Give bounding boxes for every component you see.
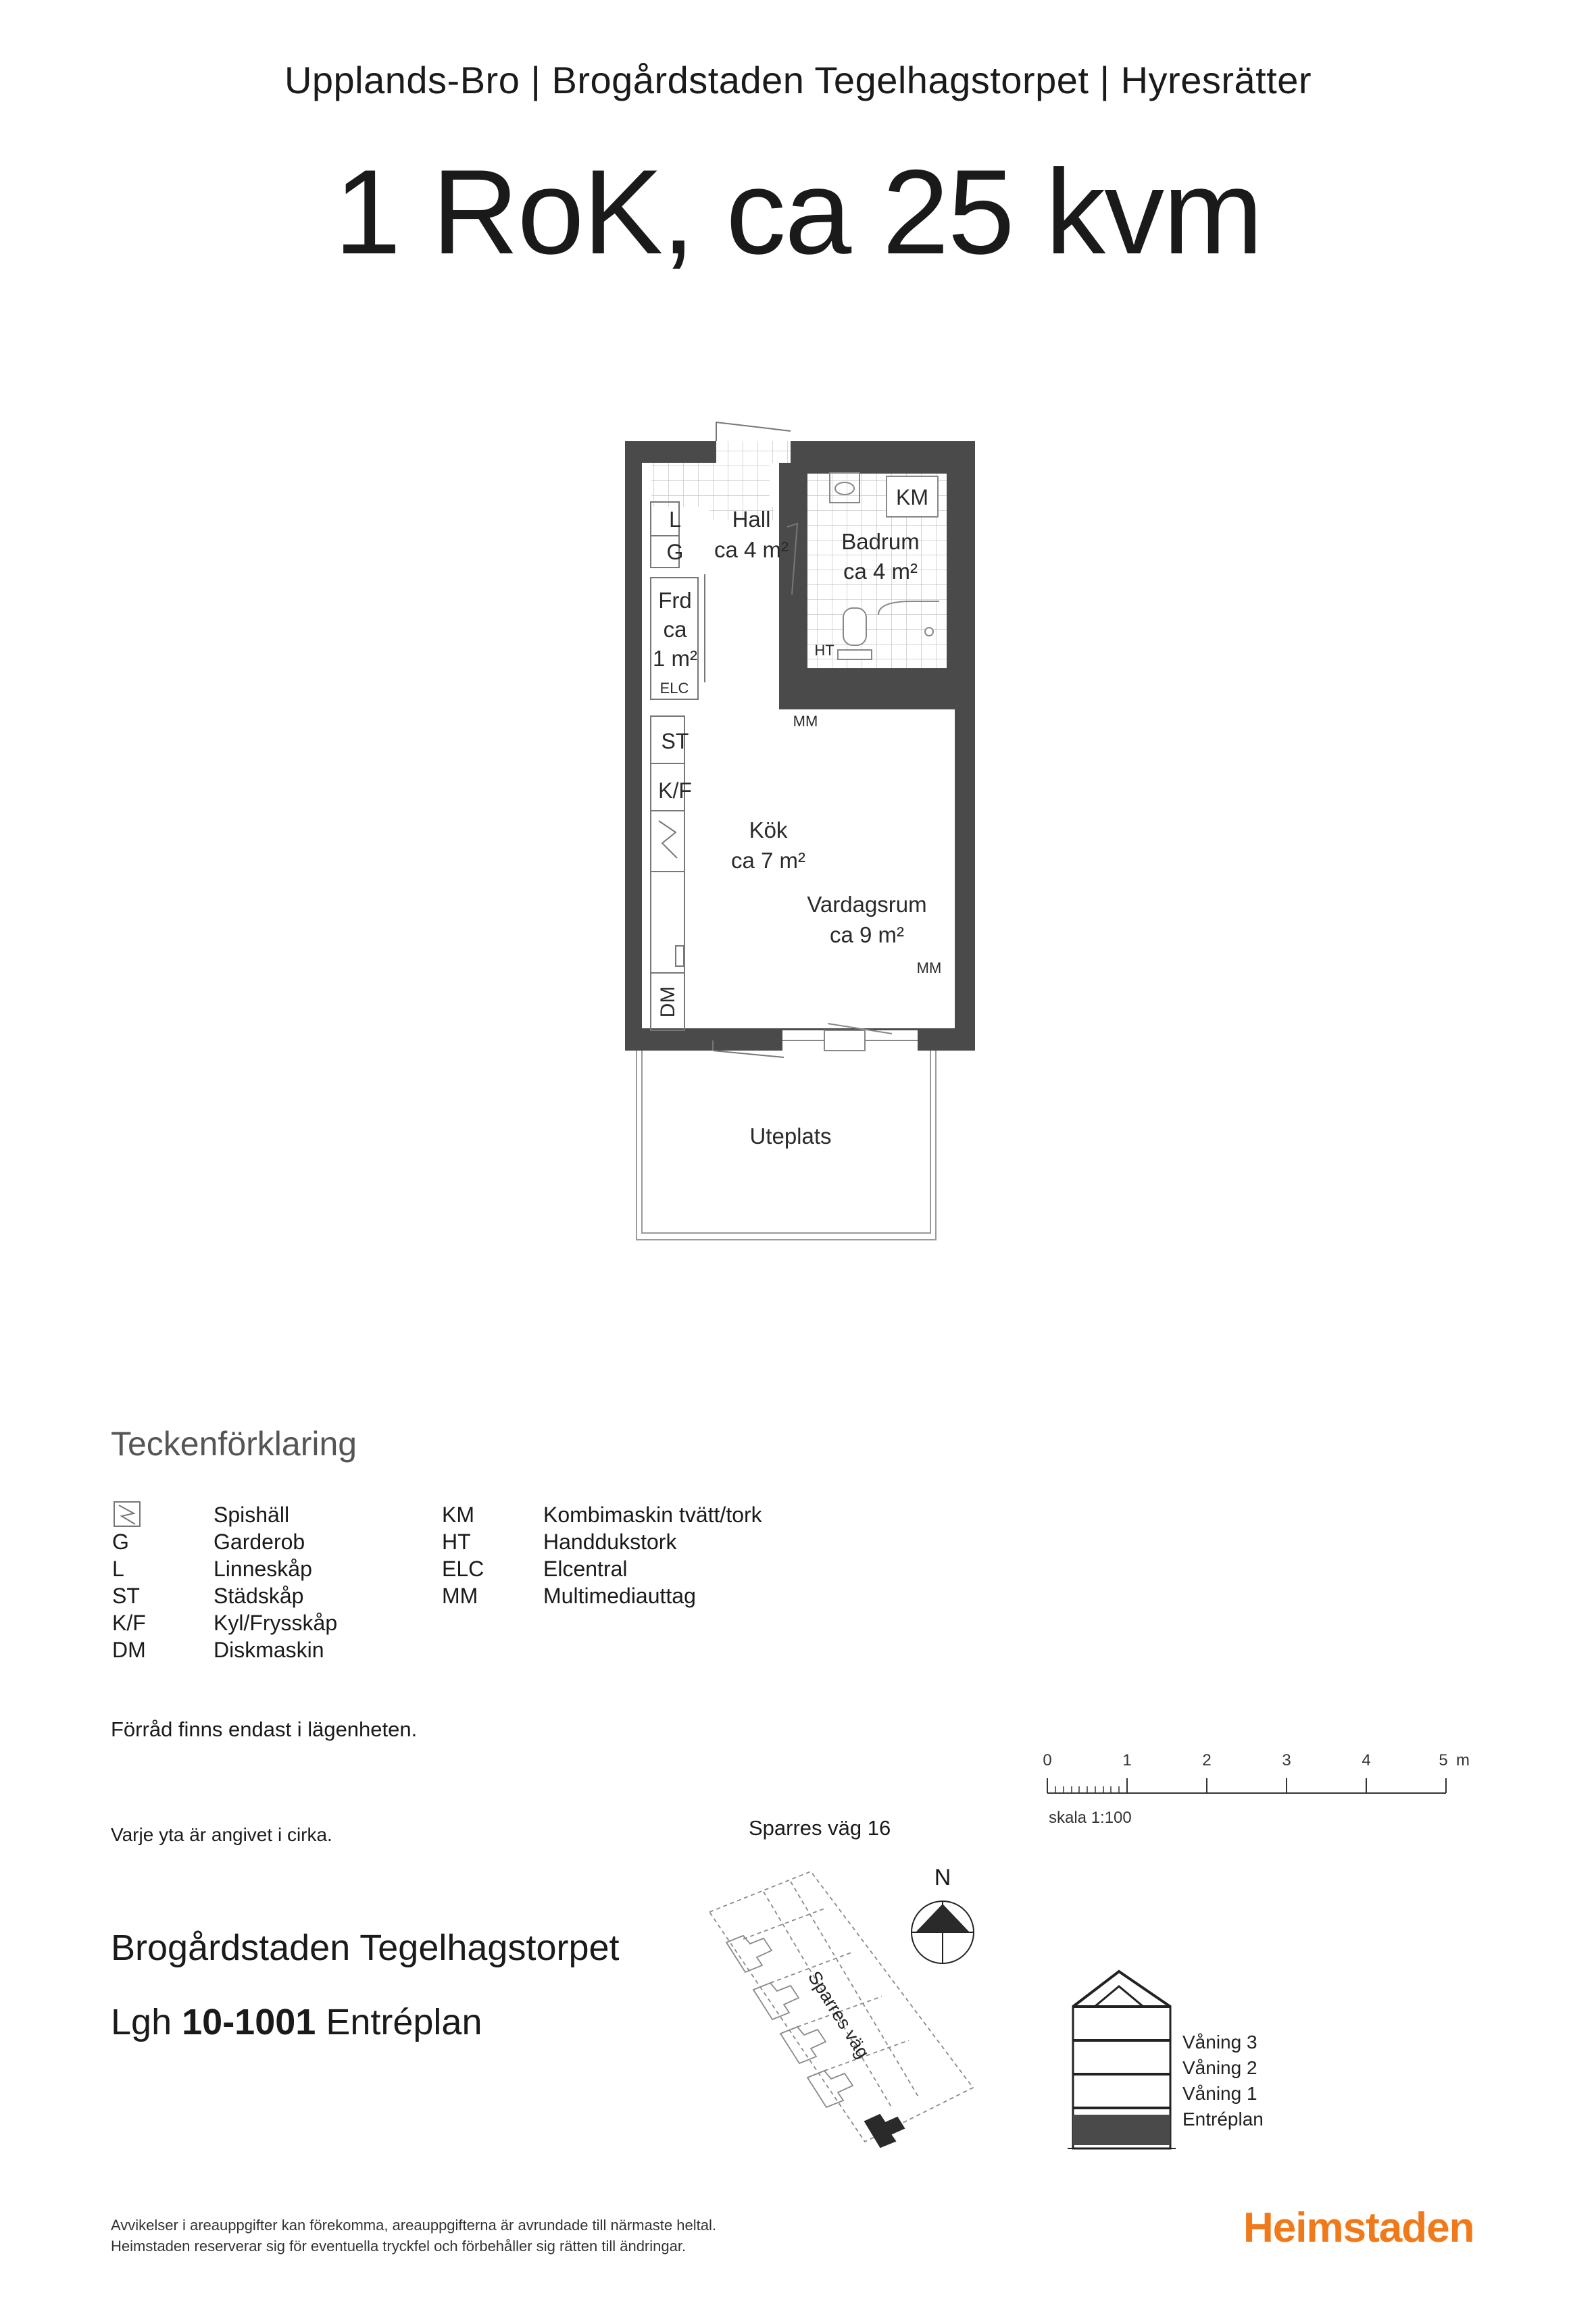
apartment-number: 10-1001: [182, 2002, 316, 2042]
scale-label: skala 1:100: [1049, 1809, 1132, 1827]
legend-title: Teckenförklaring: [111, 1425, 357, 1463]
room-vardagsrum-name: Vardagsrum: [807, 892, 927, 917]
label-st: ST: [661, 729, 689, 753]
stove-icon: [114, 1501, 141, 1527]
room-frd-area-1: ca: [663, 617, 687, 642]
note-approx: Varje yta är angivet i cirka.: [111, 1824, 332, 1845]
label-g: G: [666, 540, 684, 564]
legend-code-st: ST: [112, 1584, 140, 1608]
address: Sparres väg 16: [749, 1816, 891, 1840]
legend-code-elc: ELC: [442, 1557, 484, 1581]
legend-text-kombimaskin: Kombimaskin tvätt/tork: [543, 1503, 762, 1527]
apartment-floor: Entréplan: [326, 2002, 482, 2042]
legend-text-elcentral: Elcentral: [543, 1557, 628, 1581]
scale-tick-0: 0: [1043, 1751, 1052, 1769]
building-section: [1068, 1966, 1311, 2162]
north-label: N: [934, 1865, 951, 1890]
legend-code-mm: MM: [442, 1584, 478, 1608]
room-uteplats-name: Uteplats: [749, 1124, 832, 1149]
scale-tick-5: 5: [1439, 1751, 1448, 1769]
label-elc: ELC: [659, 680, 689, 697]
legend-text-spishall: Spishäll: [214, 1503, 290, 1527]
legend: [111, 1501, 922, 1677]
apartment-id: [111, 2001, 482, 2043]
label-l: L: [669, 507, 681, 532]
building-highlight: [865, 2115, 904, 2147]
north-arrow-icon: [909, 1898, 976, 1966]
floor-label-3: Våning 3: [1182, 2032, 1257, 2053]
legend-text-multimediauttag: Multimediauttag: [543, 1584, 696, 1608]
floor-label-entre: Entréplan: [1182, 2109, 1264, 2130]
room-vardagsrum-area: ca 9 m²: [829, 922, 905, 947]
room-badrum-name: Badrum: [841, 529, 920, 554]
scale-tick-2: 2: [1202, 1751, 1212, 1769]
legend-text-linneskap: Linneskåp: [214, 1557, 312, 1581]
footer-line-2: Heimstaden reserverar sig för eventuella tryckfel och förbehåller sig rätten till ändringar.: [111, 2238, 687, 2255]
legend-code-l: L: [112, 1557, 124, 1581]
legend-code-g: G: [112, 1530, 129, 1554]
apartment-prefix: Lgh: [111, 2002, 172, 2042]
room-frd-area-2: 1 m²: [653, 646, 697, 671]
room-hall-area: ca 4 m²: [714, 537, 789, 562]
room-frd-name: Frd: [658, 588, 692, 613]
legend-text-stadskap: Städskåp: [214, 1584, 304, 1608]
legend-code-dm: DM: [112, 1638, 146, 1662]
room-hall-name: Hall: [732, 507, 771, 532]
label-mm-2: MM: [916, 959, 942, 976]
legend-text-diskmaskin: Diskmaskin: [214, 1638, 324, 1662]
page-subtitle: Upplands-Bro | Brogårdstaden Tegelhagstorpet | Hyresrätter: [284, 59, 1312, 101]
legend-code-km: KM: [442, 1503, 474, 1527]
footer-disclaimer: [111, 2215, 716, 2257]
label-kf: K/F: [658, 778, 692, 803]
scale-tick-3: 3: [1282, 1751, 1291, 1769]
legend-code-kf: K/F: [112, 1611, 146, 1635]
legend-code-ht: HT: [442, 1530, 471, 1554]
room-badrum-area: ca 4 m²: [843, 559, 918, 584]
note-storage: Förråd finns endast i lägenheten.: [111, 1717, 418, 1741]
page-title: 1 RoK, ca 25 kvm: [334, 145, 1262, 279]
scale-tick-1: 1: [1122, 1751, 1132, 1769]
legend-text-garderob: Garderob: [214, 1530, 305, 1554]
scale-bar: [1034, 1749, 1480, 1836]
legend-text-handdukstork: Handdukstork: [543, 1530, 677, 1554]
legend-text-kylfrysskap: Kyl/Frysskåp: [214, 1611, 338, 1635]
floor-plan: [595, 392, 1014, 1263]
brand-logo: Heimstaden: [1243, 2205, 1474, 2251]
label-ht: HT: [814, 642, 834, 659]
estate-name: Brogårdstaden Tegelhagstorpet: [111, 1928, 620, 1968]
scale-tick-4: 4: [1362, 1751, 1371, 1769]
floor-label-2: Våning 2: [1182, 2057, 1257, 2078]
label-dm: DM: [657, 986, 679, 1018]
footer-line-1: Avvikelser i areauppgifter kan förekomma, areauppgifterna är avrundade till närmaste heltal.: [111, 2217, 716, 2234]
scale-unit: m: [1456, 1751, 1470, 1769]
floor-label-1: Våning 1: [1182, 2083, 1257, 2104]
room-kok-name: Kök: [749, 818, 788, 842]
room-kok-area: ca 7 m²: [730, 848, 806, 873]
street-name: Sparres väg: [803, 1967, 874, 2062]
label-km: KM: [896, 485, 928, 509]
label-mm-1: MM: [793, 713, 818, 730]
